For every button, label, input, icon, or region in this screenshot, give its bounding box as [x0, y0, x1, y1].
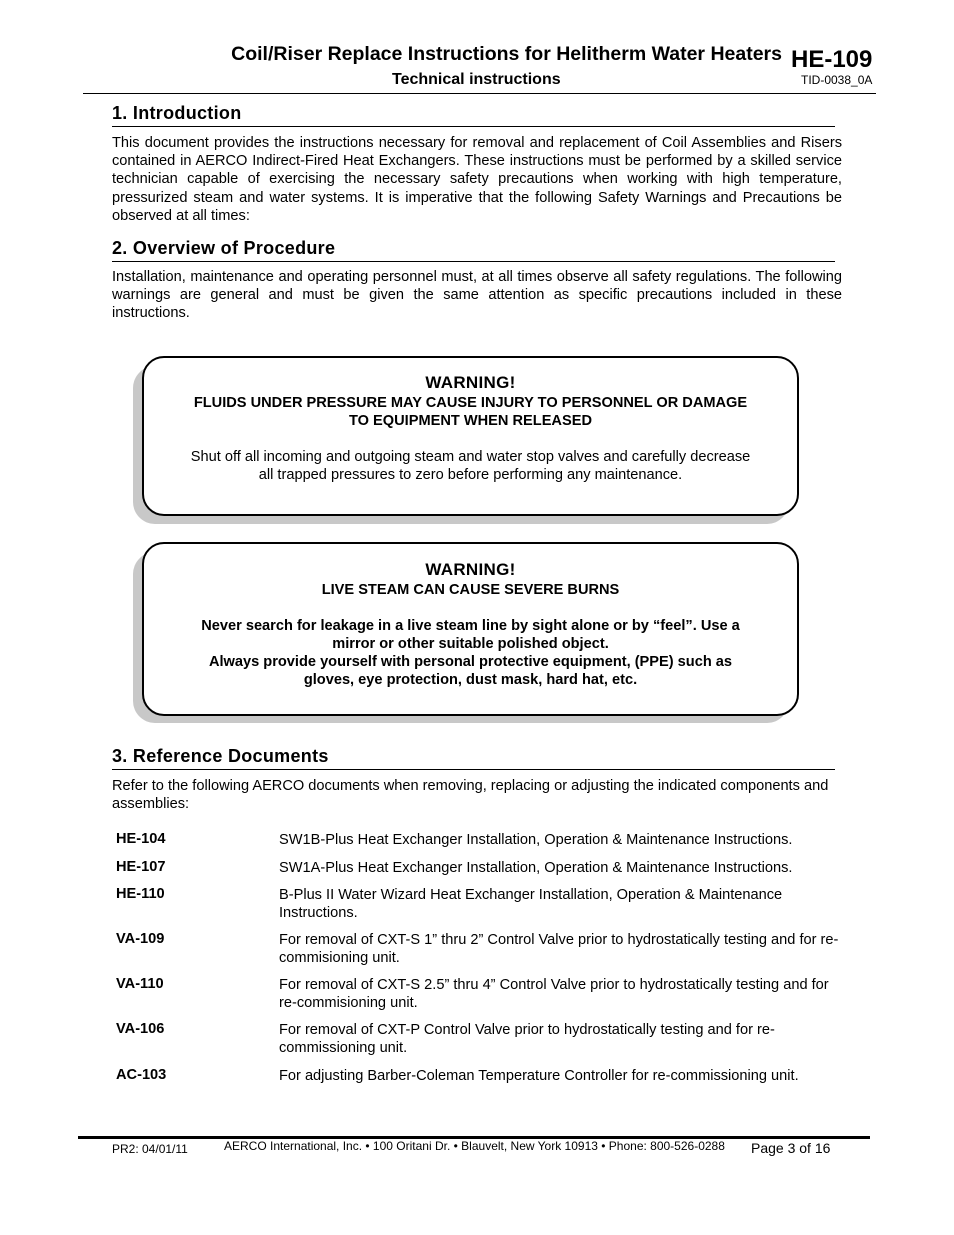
overview-paragraph: Installation, maintenance and operating personnel must, at all times observe all safety regulations. The following warnings are general and must be given the same attention as specific precautions included in these instructions. [112, 269, 842, 322]
overview-divider [112, 261, 835, 262]
reference-code: HE-104 [116, 831, 166, 847]
reference-description: For adjusting Barber-Coleman Temperature Controller for re-commissioning unit. [279, 1068, 799, 1084]
reference-description: For removal of CXT-S 1” thru 2” Control Valve prior to hydrostatically testing and for re-commisioning unit. [279, 932, 839, 966]
warning-body: Always provide yourself with personal protective equipment, (PPE) such as [208, 654, 733, 670]
intro-divider [112, 126, 835, 127]
document-code: HE-109 [791, 46, 873, 73]
reference-description: SW1A-Plus Heat Exchanger Installation, Operation & Maintenance Instructions. [279, 860, 793, 876]
warning-subtitle: FLUIDS UNDER PRESSURE MAY CAUSE INJURY TO PERSONNEL OR DAMAGE [193, 395, 748, 411]
footer-company: AERCO International, Inc. • 100 Oritani Dr. • Blauvelt, New York 10913 • Phone: 800-526-0288 [224, 1139, 725, 1153]
warning-subtitle: TO EQUIPMENT WHEN RELEASED [349, 413, 592, 429]
warning-box-steam [142, 542, 799, 716]
reference-code: VA-106 [116, 1021, 165, 1037]
reference-description: For removal of CXT-S 2.5” thru 4” Control Valve prior to hydrostatically testing and for re-commisioning unit. [279, 977, 829, 1011]
intro-heading: 1. Introduction [112, 103, 242, 123]
document-subtitle: Technical instructions [392, 71, 561, 88]
warning-body: mirror or other suitable polished object. [332, 636, 609, 652]
intro-paragraph: This document provides the instructions necessary for removal and replacement of Coil Assemblies and Risers contained in AERCO Indirect-Fired Heat Exchangers. These instructions must be performed by a skilled service technician capable of exercising the necessary safety precautions when working with high temperature, pressurized steam and water systems. It is imperative that the following Safety Warnings and Precautions be observed at all times: [112, 135, 842, 224]
warning-subtitle: LIVE STEAM CAN CAUSE SEVERE BURNS [321, 582, 620, 598]
reference-code: VA-109 [116, 931, 165, 947]
references-divider [112, 769, 835, 770]
reference-code: VA-110 [116, 976, 164, 992]
reference-description: SW1B-Plus Heat Exchanger Installation, Operation & Maintenance Instructions. [279, 832, 793, 848]
reference-code: HE-107 [116, 859, 166, 875]
references-paragraph: Refer to the following AERCO documents when removing, replacing or adjusting the indicated components and assemblies: [112, 778, 829, 813]
warning-body: Never search for leakage in a live steam line by sight alone or by “feel”. Use a [201, 618, 740, 634]
document-tid: TID-0038_0A [801, 73, 873, 87]
document-title: Coil/Riser Replace Instructions for Helitherm Water Heaters [231, 43, 782, 65]
header-divider [83, 93, 876, 94]
overview-heading: 2. Overview of Procedure [112, 238, 336, 258]
reference-description: B-Plus II Water Wizard Heat Exchanger Installation, Operation & Maintenance Instructions. [279, 887, 783, 921]
warning-body: Shut off all incoming and outgoing steam and water stop valves and carefully decrease [190, 449, 751, 465]
warning-title: WARNING! [425, 373, 516, 392]
footer-revision: PR2: 04/01/11 [112, 1142, 188, 1156]
reference-code: HE-110 [116, 886, 165, 902]
footer-page-number: Page 3 of 16 [751, 1140, 831, 1156]
references-heading: 3. Reference Documents [112, 746, 329, 766]
reference-code: AC-103 [116, 1067, 167, 1083]
warning-box-pressure [142, 356, 799, 516]
reference-description: For removal of CXT-P Control Valve prior to hydrostatically testing and for re-commissioning unit. [279, 1022, 775, 1056]
warning-body: all trapped pressures to zero before performing any maintenance. [258, 467, 683, 483]
warning-body: gloves, eye protection, dust mask, hard hat, etc. [303, 672, 638, 688]
warning-title: WARNING! [425, 560, 516, 579]
